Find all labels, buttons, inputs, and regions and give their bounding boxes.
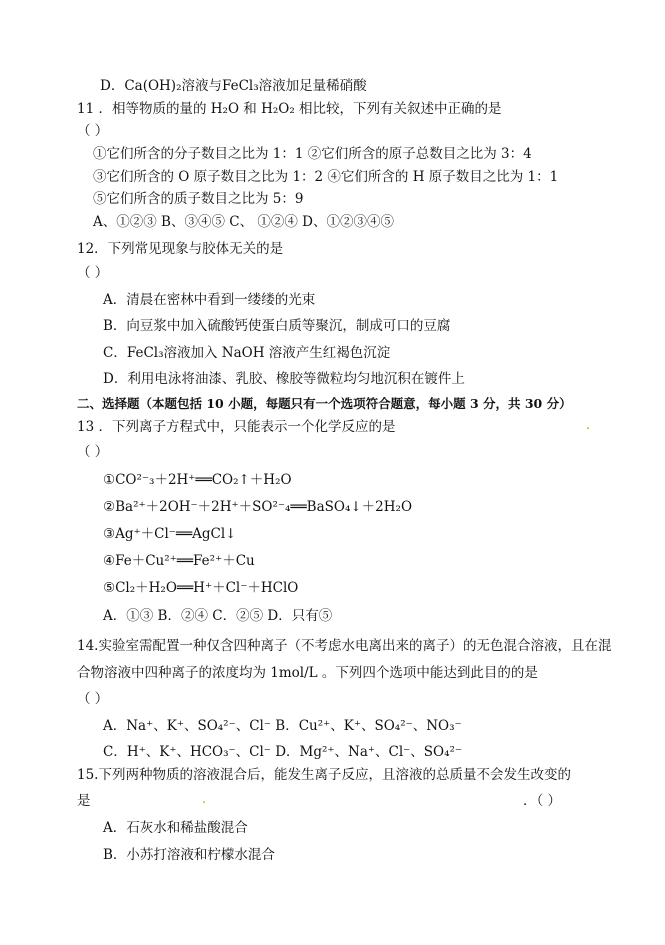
q13-equation-2: ②Ba²⁺＋2OH⁻＋2H⁺＋SO²⁻₄══BaSO₄↓＋2H₂O	[103, 499, 413, 515]
q11-stem: 11 ．相等物质的量的 H₂O 和 H₂O₂ 相比较，下列有关叙述中正确的是	[77, 101, 502, 117]
q13-equation-3: ③Ag⁺＋Cl⁻══AgCl↓	[103, 526, 237, 542]
q11-statement-3-4: ③它们所含的 O 原子数目之比为 1：2 ④它们所含的 H 原子数目之比为 1：1	[93, 169, 559, 185]
q12-stem: 12．下列常见现象与胶体无关的是	[77, 241, 284, 257]
yellow-dot-mark: .	[586, 418, 591, 433]
q14-stem-line-2: 合物溶液中四种离子的浓度均为 1mol/L 。下列四个选项中能达到此目的的是	[77, 665, 538, 681]
q11-options: A、①②③ B、③④⑤ C、 ①②④ D、①②③④⑤	[93, 214, 394, 230]
q14-options-c-d: C．H⁺、K⁺、HCO₃⁻、Cl⁻ D．Mg²⁺、Na⁺、Cl⁻、SO₄²⁻	[103, 744, 463, 760]
q14-stem-line-1: 14.实验室需配置一种仅含四种离子（不考虑水电离出来的离子）的无色混合溶液，且在混	[77, 638, 612, 654]
q13-equation-4: ④Fe＋Cu²⁺══Fe²⁺＋Cu	[103, 553, 255, 569]
q10-option-d: D．Ca(OH)₂溶液与FeCl₃溶液加足量稀硝酸	[100, 78, 367, 94]
q12-answer-bracket: （ ）	[77, 265, 109, 281]
q15-stem-line-2: 是	[77, 793, 91, 809]
q15-option-a: A．石灰水和稀盐酸混合	[103, 820, 248, 836]
q11-statement-5: ⑤它们所含的质子数目之比为 5：9	[93, 191, 304, 207]
q11-answer-bracket: （ ）	[77, 123, 109, 139]
q12-option-b: B．向豆浆中加入硫酸钙使蛋白质等聚沉，制成可口的豆腐	[103, 318, 451, 334]
q15-stem-line-1: 15.下列两种物质的溶液混合后，能发生离子反应，且溶液的总质量不会发生改变的	[77, 767, 571, 783]
q13-equation-1: ①CO²⁻₃＋2H⁺══CO₂↑＋H₂O	[103, 472, 292, 488]
q12-option-a: A．清晨在密林中看到一缕缕的光束	[103, 292, 316, 308]
q13-answer-bracket: （ ）	[77, 444, 109, 460]
q12-option-c: C．FeCl₃溶液加入 NaOH 溶液产生红褐色沉淀	[103, 345, 391, 361]
q11-statement-1-2: ①它们所含的分子数目之比为 1：1 ②它们所含的原子总数目之比为 3：4	[93, 146, 532, 162]
section-2-heading: 二、选择题（本题包括 10 小题，每题只有一个选项符合题意，每小题 3 分，共 30 分）	[77, 396, 572, 411]
q15-option-b: B．小苏打溶液和柠檬水混合	[103, 847, 275, 863]
q15-answer-bracket: ．（ ）	[523, 793, 562, 809]
q13-options: A．①③ B．②④ C．②⑤ D．只有⑤	[103, 608, 333, 624]
q13-stem: 13 ．下列离子方程式中，只能表示一个化学反应的是	[77, 419, 396, 435]
yellow-dot-mark: .	[202, 792, 207, 807]
q14-options-a-b: A．Na⁺、K⁺、SO₄²⁻、Cl⁻ B．Cu²⁺、K⁺、SO₄²⁻、NO₃⁻	[103, 718, 462, 734]
q14-answer-bracket: （ ）	[77, 691, 109, 707]
q13-equation-5: ⑤Cl₂＋H₂O══H⁺＋Cl⁻＋HClO	[103, 580, 299, 596]
q12-option-d: D．利用电泳将油漆、乳胶、橡胶等微粒均匀地沉积在镀件上	[103, 371, 465, 387]
